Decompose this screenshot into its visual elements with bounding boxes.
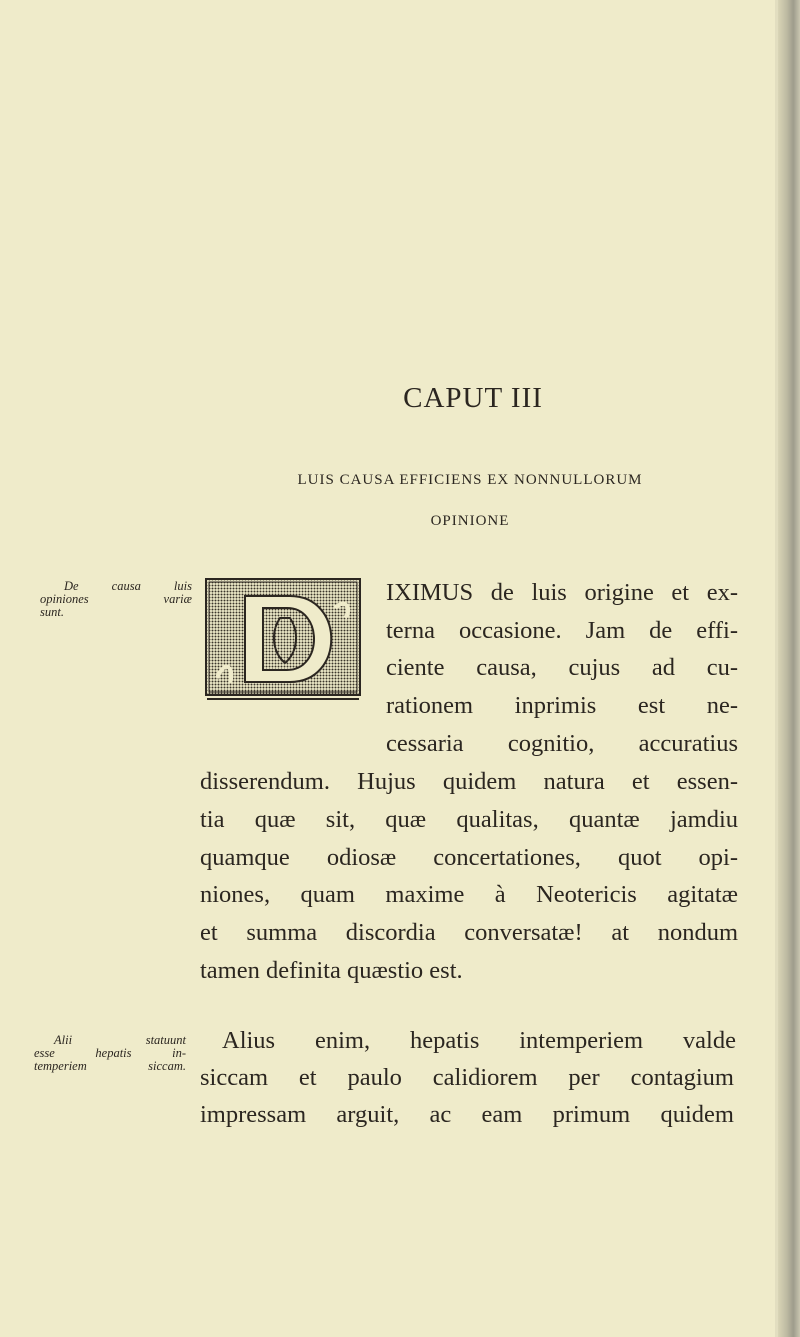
text-line: ciente causa, cujus ad cu-	[386, 654, 738, 681]
chapter-subtitle: LUIS CAUSA EFFICIENS EX NONNULLORUM	[297, 472, 643, 488]
first-word: IXIMUS	[386, 579, 474, 606]
text-fragment: de luis origine et ex-	[473, 579, 738, 606]
text-line: niones, quam maxime à Neotericis agitatæ	[200, 881, 738, 908]
text-line: tia quæ sit, quæ qualitas, quantæ jamdiu	[200, 806, 738, 833]
text-line: siccam et paulo calidiorem per contagium	[200, 1064, 734, 1091]
text-line: Alius enim, hepatis intemperiem valde	[222, 1027, 736, 1054]
margin-note-line: temperiem siccam.	[34, 1059, 186, 1073]
margin-note-line: sunt.	[40, 605, 64, 619]
chapter-subtitle-continued: OPINIONE	[430, 513, 510, 529]
chapter-title: CAPUT III	[403, 382, 543, 414]
text-line: rationem inprimis est ne-	[386, 692, 738, 719]
text-line: quamque odiosæ concertationes, quot opi-	[200, 844, 738, 871]
text-line: impressam arguit, ac eam primum quidem	[200, 1101, 734, 1128]
margin-note	[34, 1034, 186, 1073]
text-line: disserendum. Hujus quidem natura et essen-	[200, 768, 738, 795]
text-line: cessaria cognitio, accuratius	[386, 730, 738, 757]
margin-note-line: opiniones variæ	[40, 592, 192, 606]
decorated-initial-d	[205, 578, 361, 700]
margin-note-line: De causa luis	[64, 579, 192, 593]
margin-note-line: Alii statuunt	[54, 1033, 186, 1047]
text-line: tamen definita quæstio est.	[200, 957, 463, 984]
margin-note-line: esse hepatis in-	[34, 1046, 186, 1060]
text-line	[386, 577, 738, 609]
text-line: terna occasione. Jam de effi-	[386, 617, 738, 644]
page-edge-highlight	[775, 0, 778, 1337]
page-edge	[778, 0, 800, 1337]
text-line: et summa discordia conversatæ! at nondum	[200, 919, 738, 946]
margin-note	[40, 580, 192, 619]
